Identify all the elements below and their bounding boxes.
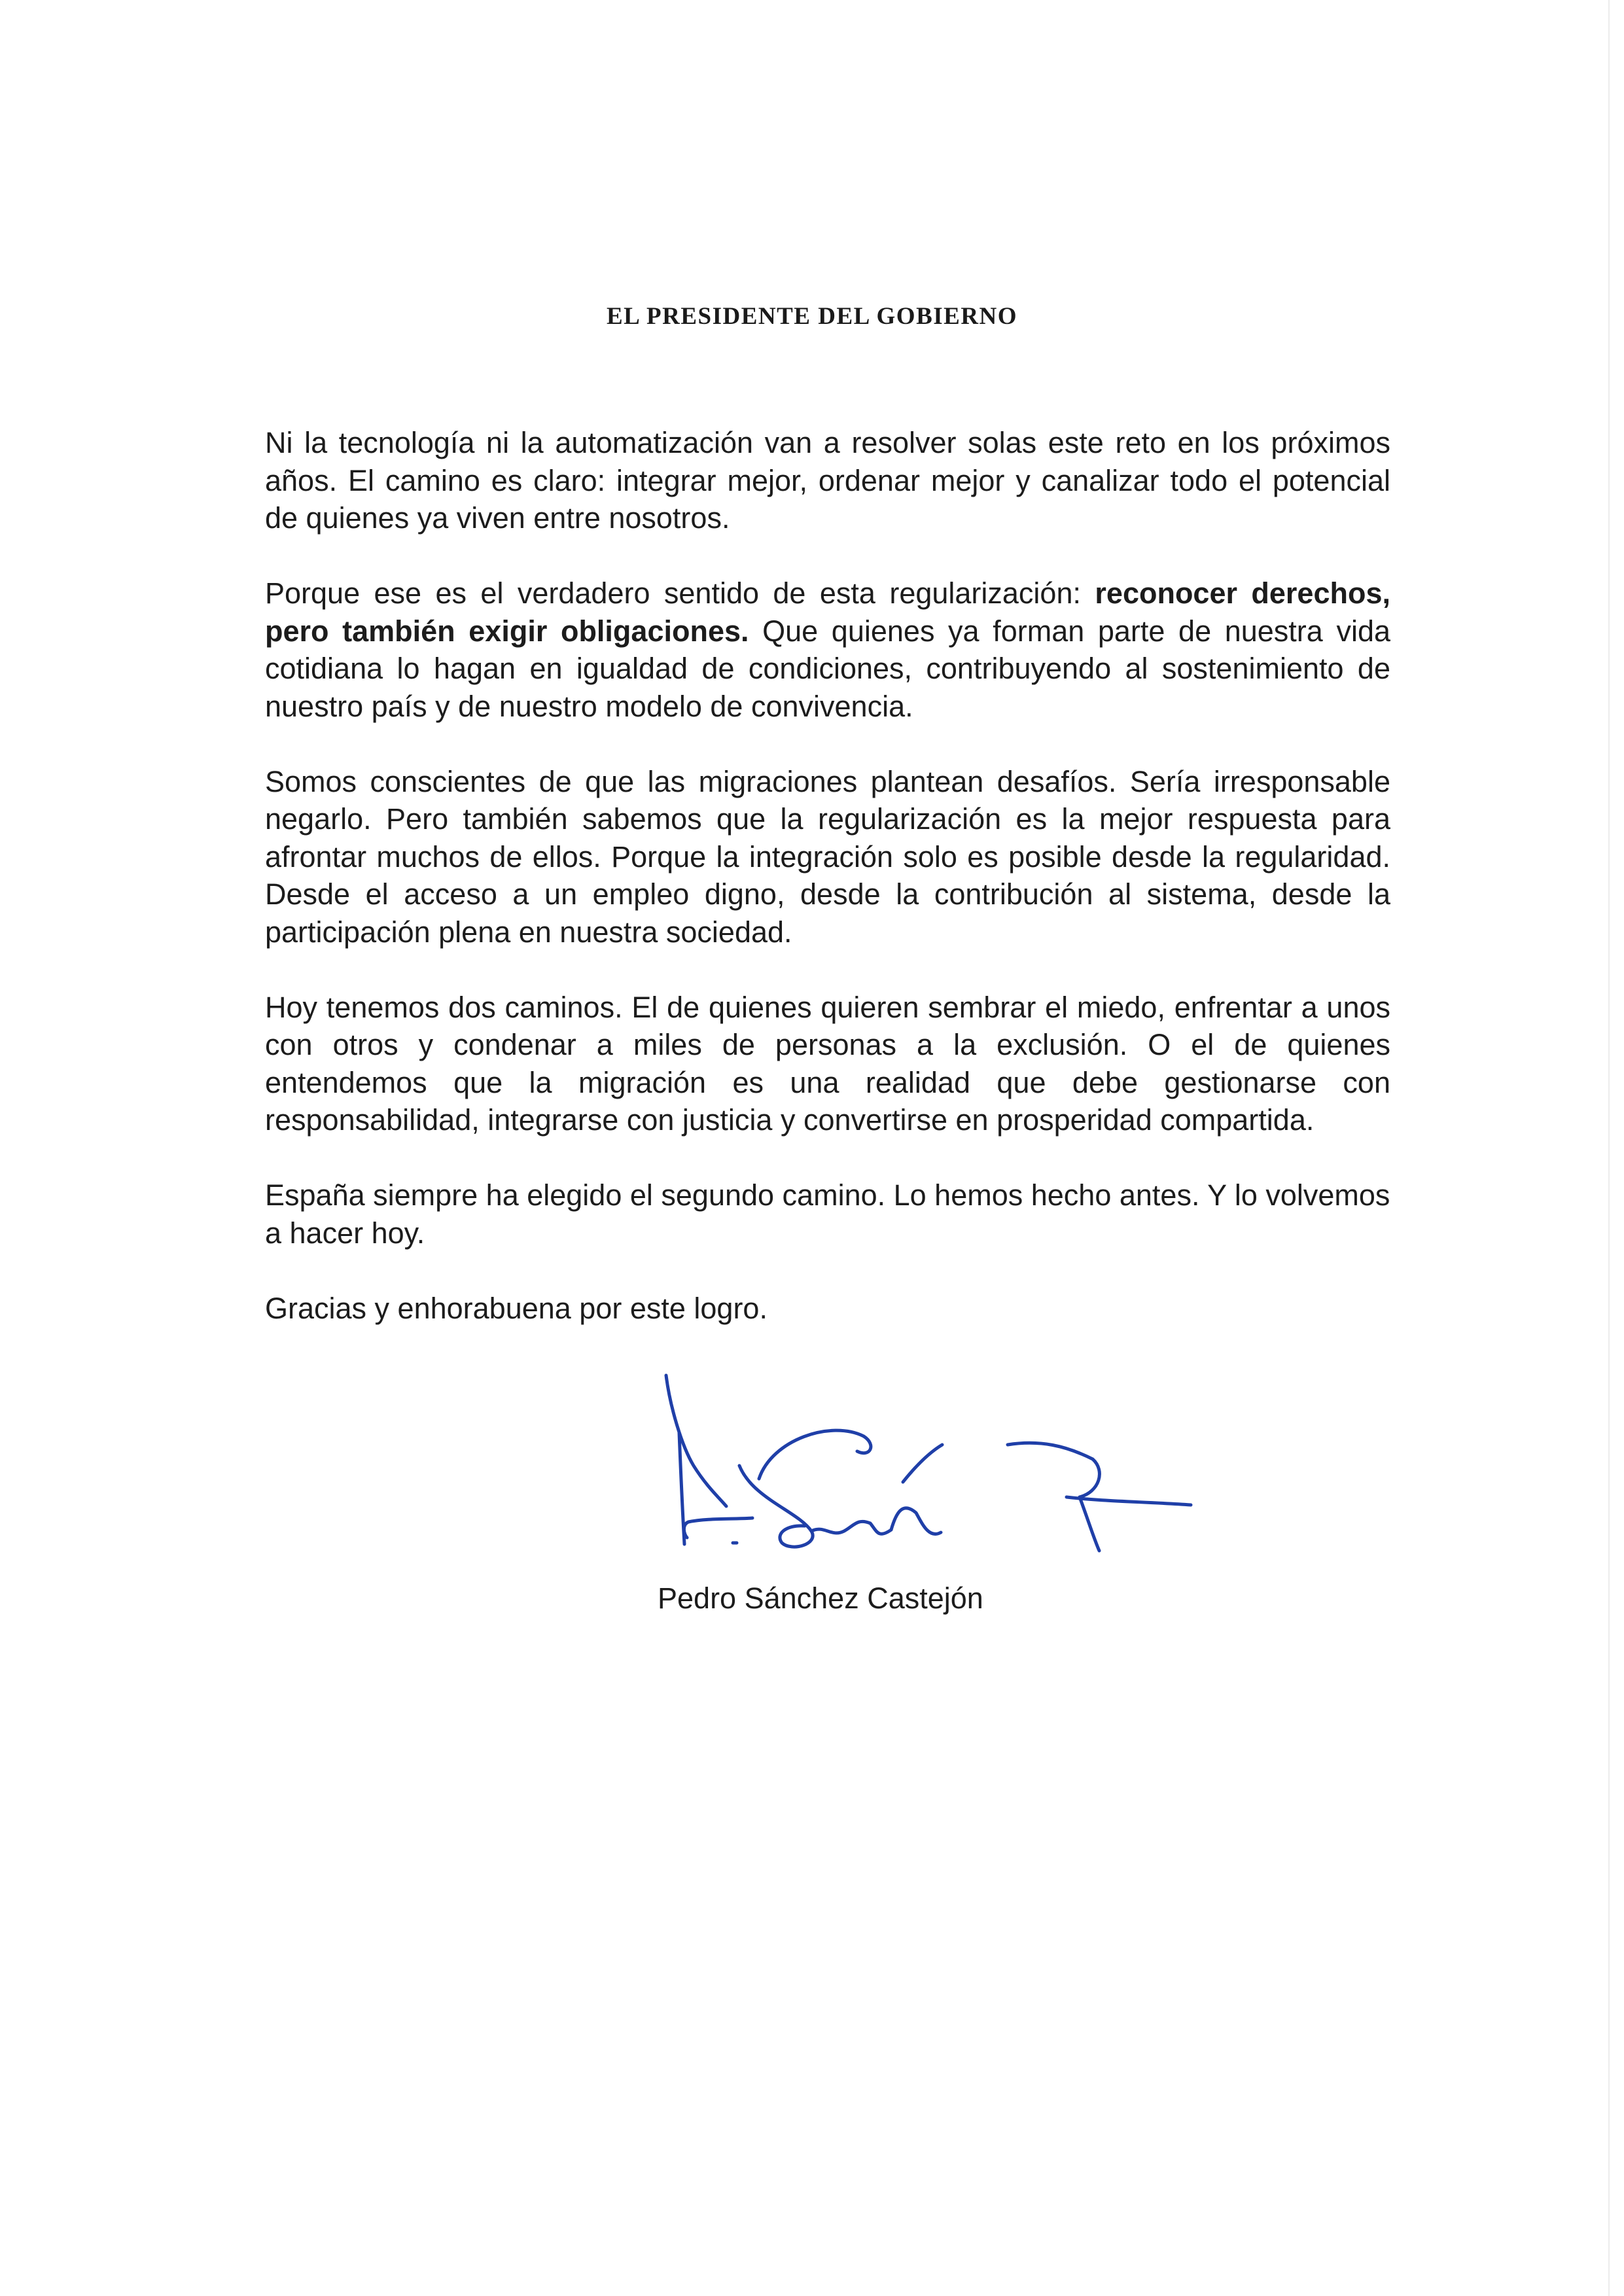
signer-name: Pedro Sánchez Castejón: [658, 1581, 983, 1615]
letterhead-title: EL PRESIDENTE DEL GOBIERNO: [606, 303, 1018, 330]
handwritten-signature: [648, 1368, 1224, 1583]
paragraph-5: España siempre ha elegido el segundo camino. Lo hemos hecho antes. Y lo volvemos a hacer hoy.: [265, 1178, 1390, 1250]
scan-edge-line: [1608, 0, 1610, 2296]
paragraph-1: Ni la tecnología ni la automatización van a resolver solas este reto en los próximos años. El camino es claro: integrar mejor, ordenar mejor y canalizar todo el potencial de quienes ya viven entre nosotros.: [265, 426, 1390, 535]
paragraph-2-end: Que quienes ya forman parte de nuestra vida cotidiana lo hagan en igualdad de condiciones, contribuyendo al sostenimiento de nuestro país y de nuestro modelo de convivencia.: [265, 614, 1390, 723]
paragraph-3: Somos conscientes de que las migraciones plantean desafíos. Sería irresponsable negarlo. Pero también sabemos que la regularización es la mejor respuesta para afrontar muchos de ellos. Porque la integración solo es posible desde la regularidad. Desde el acceso a un empleo digno, desde la contribución al sistema, desde la participación plena en nuestra sociedad.: [265, 764, 1390, 949]
paragraph-2-emphasis: reconocer derechos, pero también exigir obligaciones.: [265, 576, 1390, 648]
letter-body: [265, 424, 1390, 1327]
closing-line: Gracias y enhorabuena por este logro.: [265, 1291, 768, 1325]
paragraph-2-start: Porque ese es el verdadero sentido de esta regularización:: [265, 576, 1095, 610]
paragraph-2: [265, 574, 1390, 725]
paragraph-4: Hoy tenemos dos caminos. El de quienes quieren sembrar el miedo, enfrentar a unos con otros y condenar a miles de personas a la exclusión. O el de quienes entendemos que la migración es una realidad que debe gestionarse con responsabilidad, integrarse con justicia y convertirse en prosperidad compartida.: [265, 990, 1390, 1137]
